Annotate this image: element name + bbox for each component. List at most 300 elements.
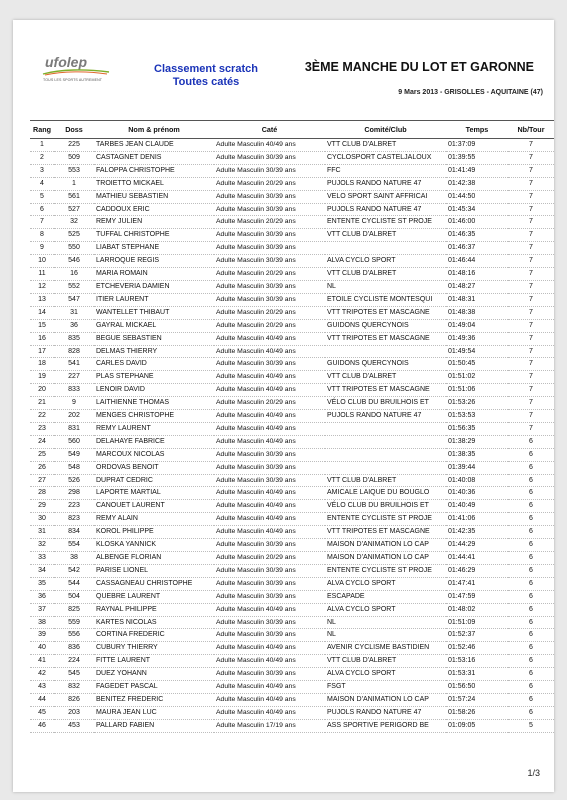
cell-doss: 553 <box>54 164 94 177</box>
cell-time: 01:47:41 <box>446 577 508 590</box>
cell-category: Adulte Masculin 30/39 ans <box>214 242 325 255</box>
table-row <box>30 461 554 474</box>
cell-category: Adulte Masculin 30/39 ans <box>214 448 325 461</box>
cell-category: Adulte Masculin 40/49 ans <box>214 706 325 719</box>
cell-time: 01:47:59 <box>446 590 508 603</box>
cell-category: Adulte Masculin 30/39 ans <box>214 668 325 681</box>
cell-time: 01:46:35 <box>446 229 508 242</box>
cell-laps: 6 <box>508 539 554 552</box>
cell-name: QUEBRE LAURENT <box>94 590 214 603</box>
table-row <box>30 526 554 539</box>
column-header-club: Comité/Club <box>325 121 446 139</box>
cell-club: NL <box>325 280 446 293</box>
table-row <box>30 668 554 681</box>
table-row <box>30 474 554 487</box>
cell-name: CUBURY THIERRY <box>94 642 214 655</box>
cell-rang: 39 <box>30 629 54 642</box>
cell-category: Adulte Masculin 40/49 ans <box>214 513 325 526</box>
cell-name: CORTINA FREDERIC <box>94 629 214 642</box>
cell-rang: 41 <box>30 655 54 668</box>
cell-time: 01:56:35 <box>446 422 508 435</box>
cell-laps: 7 <box>508 229 554 242</box>
cell-name: CANOUET LAURENT <box>94 500 214 513</box>
cell-rang: 28 <box>30 487 54 500</box>
cell-time: 01:44:50 <box>446 190 508 203</box>
cell-category: Adulte Masculin 20/29 ans <box>214 552 325 565</box>
cell-laps: 6 <box>508 590 554 603</box>
cell-rang: 27 <box>30 474 54 487</box>
cell-category: Adulte Masculin 20/29 ans <box>214 319 325 332</box>
cell-category: Adulte Masculin 30/39 ans <box>214 539 325 552</box>
cell-laps: 6 <box>508 513 554 526</box>
cell-time: 01:53:53 <box>446 410 508 423</box>
cell-category: Adulte Masculin 30/39 ans <box>214 203 325 216</box>
cell-name: KLOSKA YANNICK <box>94 539 214 552</box>
cell-time: 01:56:50 <box>446 681 508 694</box>
cell-name: MARCOUX NICOLAS <box>94 448 214 461</box>
table-row <box>30 603 554 616</box>
cell-category: Adulte Masculin 30/39 ans <box>214 151 325 164</box>
cell-rang: 25 <box>30 448 54 461</box>
cell-name: FAGEDET PASCAL <box>94 681 214 694</box>
cell-time: 01:48:27 <box>446 280 508 293</box>
cell-category: Adulte Masculin 40/49 ans <box>214 603 325 616</box>
cell-laps: 6 <box>508 681 554 694</box>
table-row <box>30 371 554 384</box>
cell-laps: 6 <box>508 706 554 719</box>
cell-category: Adulte Masculin 40/49 ans <box>214 139 325 152</box>
cell-club: VTT TRIPOTES ET MASCAGNE <box>325 384 446 397</box>
cell-doss: 549 <box>54 448 94 461</box>
cell-rang: 10 <box>30 255 54 268</box>
cell-rang: 44 <box>30 693 54 706</box>
cell-club: AVENIR CYCLISME BASTIDIEN <box>325 642 446 655</box>
cell-name: CADDOUX ERIC <box>94 203 214 216</box>
cell-rang: 38 <box>30 616 54 629</box>
cell-club: VTT CLUB D'ALBRET <box>325 474 446 487</box>
cell-club: GUIDONS QUERCYNOIS <box>325 319 446 332</box>
cell-rang: 13 <box>30 293 54 306</box>
cell-laps: 7 <box>508 345 554 358</box>
cell-doss: 223 <box>54 500 94 513</box>
cell-laps: 7 <box>508 177 554 190</box>
cell-name: GAYRAL MICKAEL <box>94 319 214 332</box>
cell-rang: 3 <box>30 164 54 177</box>
cell-club: VTT TRIPOTES ET MASCAGNE <box>325 306 446 319</box>
cell-laps: 6 <box>508 629 554 642</box>
cell-laps: 5 <box>508 719 554 732</box>
cell-laps: 7 <box>508 164 554 177</box>
cell-club: ALVA CYCLO SPORT <box>325 577 446 590</box>
table-row <box>30 268 554 281</box>
cell-club <box>325 435 446 448</box>
cell-laps: 7 <box>508 151 554 164</box>
cell-club: ALVA CYCLO SPORT <box>325 255 446 268</box>
cell-name: MARIA ROMAIN <box>94 268 214 281</box>
cell-rang: 35 <box>30 577 54 590</box>
cell-club: ASS SPORTIVE PERIGORD BE <box>325 719 446 732</box>
cell-category: Adulte Masculin 40/49 ans <box>214 642 325 655</box>
cell-laps: 6 <box>508 693 554 706</box>
cell-club: MAISON D'ANIMATION LO CAP <box>325 693 446 706</box>
cell-doss: 554 <box>54 539 94 552</box>
cell-doss: 38 <box>54 552 94 565</box>
cell-name: ETCHEVERIA DAMIEN <box>94 280 214 293</box>
cell-rang: 45 <box>30 706 54 719</box>
cell-laps: 7 <box>508 203 554 216</box>
cell-time: 01:09:05 <box>446 719 508 732</box>
cell-laps: 6 <box>508 564 554 577</box>
cell-doss: 227 <box>54 371 94 384</box>
cell-time: 01:39:44 <box>446 461 508 474</box>
cell-laps: 6 <box>508 500 554 513</box>
table-row <box>30 422 554 435</box>
cell-doss: 560 <box>54 435 94 448</box>
table-row <box>30 435 554 448</box>
cell-doss: 561 <box>54 190 94 203</box>
cell-time: 01:40:49 <box>446 500 508 513</box>
cell-laps: 6 <box>508 448 554 461</box>
cell-laps: 7 <box>508 384 554 397</box>
cell-rang: 31 <box>30 526 54 539</box>
table-row <box>30 655 554 668</box>
cell-club: AMICALE LAIQUE DU BOUGLO <box>325 487 446 500</box>
cell-name: LIABAT STEPHANE <box>94 242 214 255</box>
cell-time: 01:44:41 <box>446 552 508 565</box>
table-row <box>30 345 554 358</box>
cell-category: Adulte Masculin 30/39 ans <box>214 190 325 203</box>
cell-name: LENOIR DAVID <box>94 384 214 397</box>
cell-name: FITTE LAURENT <box>94 655 214 668</box>
cell-rang: 15 <box>30 319 54 332</box>
cell-rang: 4 <box>30 177 54 190</box>
cell-time: 01:52:46 <box>446 642 508 655</box>
cell-name: RAYNAL PHILIPPE <box>94 603 214 616</box>
cell-category: Adulte Masculin 30/39 ans <box>214 164 325 177</box>
cell-rang: 7 <box>30 216 54 229</box>
cell-category: Adulte Masculin 30/39 ans <box>214 564 325 577</box>
cell-doss: 550 <box>54 242 94 255</box>
table-row <box>30 255 554 268</box>
cell-category: Adulte Masculin 30/39 ans <box>214 358 325 371</box>
cell-doss: 525 <box>54 229 94 242</box>
cell-category: Adulte Masculin 40/49 ans <box>214 410 325 423</box>
cell-name: BENITEZ FREDERIC <box>94 693 214 706</box>
cell-category: Adulte Masculin 30/39 ans <box>214 255 325 268</box>
cell-laps: 6 <box>508 461 554 474</box>
ranking-type-title: Classement scratch <box>154 63 258 75</box>
cell-doss: 526 <box>54 474 94 487</box>
cell-doss: 541 <box>54 358 94 371</box>
cell-doss: 225 <box>54 139 94 152</box>
cell-category: Adulte Masculin 40/49 ans <box>214 345 325 358</box>
table-row <box>30 358 554 371</box>
table-row <box>30 513 554 526</box>
cell-laps: 7 <box>508 306 554 319</box>
cell-category: Adulte Masculin 30/39 ans <box>214 280 325 293</box>
cell-time: 01:49:04 <box>446 319 508 332</box>
cell-name: ITIER LAURENT <box>94 293 214 306</box>
cell-category: Adulte Masculin 20/29 ans <box>214 216 325 229</box>
cell-category: Adulte Masculin 30/39 ans <box>214 229 325 242</box>
cell-club: NL <box>325 616 446 629</box>
header-row <box>30 121 554 139</box>
cell-time: 01:41:06 <box>446 513 508 526</box>
cell-category: Adulte Masculin 40/49 ans <box>214 681 325 694</box>
cell-laps: 7 <box>508 139 554 152</box>
cell-laps: 6 <box>508 642 554 655</box>
cell-time: 01:46:00 <box>446 216 508 229</box>
cell-name: TUFFAL CHRISTOPHE <box>94 229 214 242</box>
cell-doss: 836 <box>54 642 94 655</box>
cell-doss: 202 <box>54 410 94 423</box>
cell-doss: 224 <box>54 655 94 668</box>
cell-rang: 16 <box>30 332 54 345</box>
cell-doss: 509 <box>54 151 94 164</box>
cell-laps: 7 <box>508 293 554 306</box>
cell-name: CASSAGNEAU CHRISTOPHE <box>94 577 214 590</box>
cell-rang: 19 <box>30 371 54 384</box>
cell-category: Adulte Masculin 30/39 ans <box>214 590 325 603</box>
table-row <box>30 410 554 423</box>
cell-time: 01:46:37 <box>446 242 508 255</box>
cell-doss: 825 <box>54 603 94 616</box>
cell-name: REMY JULIEN <box>94 216 214 229</box>
cell-laps: 7 <box>508 242 554 255</box>
cell-name: BEGUE SEBASTIEN <box>94 332 214 345</box>
cell-rang: 46 <box>30 719 54 732</box>
cell-rang: 32 <box>30 539 54 552</box>
cell-rang: 29 <box>30 500 54 513</box>
cell-name: REMY LAURENT <box>94 422 214 435</box>
cell-time: 01:48:02 <box>446 603 508 616</box>
cell-category: Adulte Masculin 40/49 ans <box>214 487 325 500</box>
cell-doss: 542 <box>54 564 94 577</box>
table-row <box>30 139 554 152</box>
cell-name: FALOPPA CHRISTOPHE <box>94 164 214 177</box>
cell-time: 01:48:16 <box>446 268 508 281</box>
table-row <box>30 616 554 629</box>
cell-laps: 6 <box>508 474 554 487</box>
column-header-time: Temps <box>446 121 508 139</box>
cell-laps: 7 <box>508 255 554 268</box>
cell-time: 01:58:26 <box>446 706 508 719</box>
cell-club: VELO SPORT SAINT AFFRICAI <box>325 190 446 203</box>
cell-doss: 298 <box>54 487 94 500</box>
cell-time: 01:52:37 <box>446 629 508 642</box>
table-row <box>30 151 554 164</box>
column-header-rang: Rang <box>30 121 54 139</box>
cell-category: Adulte Masculin 30/39 ans <box>214 577 325 590</box>
cell-name: LAITHIENNE THOMAS <box>94 397 214 410</box>
column-header-name: Nom & prénom <box>94 121 214 139</box>
table-row <box>30 332 554 345</box>
cell-time: 01:42:35 <box>446 526 508 539</box>
cell-time: 01:42:38 <box>446 177 508 190</box>
table-row <box>30 216 554 229</box>
cell-time: 01:38:29 <box>446 435 508 448</box>
cell-name: CARLES DAVID <box>94 358 214 371</box>
cell-category: Adulte Masculin 40/49 ans <box>214 693 325 706</box>
cell-club: FFC <box>325 164 446 177</box>
cell-club: MAISON D'ANIMATION LO CAP <box>325 552 446 565</box>
cell-rang: 34 <box>30 564 54 577</box>
cell-category: Adulte Masculin 40/49 ans <box>214 435 325 448</box>
table-row <box>30 164 554 177</box>
cell-category: Adulte Masculin 40/49 ans <box>214 384 325 397</box>
cell-laps: 7 <box>508 280 554 293</box>
cell-time: 01:51:06 <box>446 384 508 397</box>
cell-time: 01:46:44 <box>446 255 508 268</box>
cell-doss: 546 <box>54 255 94 268</box>
cell-category: Adulte Masculin 20/29 ans <box>214 306 325 319</box>
cell-doss: 1 <box>54 177 94 190</box>
cell-doss: 559 <box>54 616 94 629</box>
table-row <box>30 229 554 242</box>
cell-category: Adulte Masculin 30/39 ans <box>214 616 325 629</box>
cell-doss: 36 <box>54 319 94 332</box>
table-row <box>30 397 554 410</box>
cell-club: VTT CLUB D'ALBRET <box>325 229 446 242</box>
table-row <box>30 203 554 216</box>
cell-time: 01:38:35 <box>446 448 508 461</box>
table-row <box>30 719 554 732</box>
cell-club: PUJOLS RANDO NATURE 47 <box>325 177 446 190</box>
cell-laps: 7 <box>508 410 554 423</box>
cell-name: MATHIEU SEBASTIEN <box>94 190 214 203</box>
cell-rang: 37 <box>30 603 54 616</box>
cell-doss: 828 <box>54 345 94 358</box>
cell-club: PUJOLS RANDO NATURE 47 <box>325 706 446 719</box>
cell-club: ESCAPADE <box>325 590 446 603</box>
cell-rang: 40 <box>30 642 54 655</box>
table-row <box>30 681 554 694</box>
cell-name: DELAHAYE FABRICE <box>94 435 214 448</box>
cell-laps: 7 <box>508 268 554 281</box>
cell-doss: 831 <box>54 422 94 435</box>
cell-club: VTT CLUB D'ALBRET <box>325 139 446 152</box>
cell-club <box>325 448 446 461</box>
cell-time: 01:57:24 <box>446 693 508 706</box>
cell-time: 01:37:09 <box>446 139 508 152</box>
cell-club: VTT CLUB D'ALBRET <box>325 371 446 384</box>
cell-doss: 527 <box>54 203 94 216</box>
cell-name: MENGES CHRISTOPHE <box>94 410 214 423</box>
table-row <box>30 448 554 461</box>
column-header-doss: Doss <box>54 121 94 139</box>
cell-rang: 5 <box>30 190 54 203</box>
cell-rang: 43 <box>30 681 54 694</box>
cell-name: CASTAGNET DENIS <box>94 151 214 164</box>
cell-name: MAURA JEAN LUC <box>94 706 214 719</box>
cell-laps: 7 <box>508 319 554 332</box>
cell-club: NL <box>325 629 446 642</box>
cell-doss: 16 <box>54 268 94 281</box>
table-row <box>30 693 554 706</box>
cell-name: ORDOVAS BENOIT <box>94 461 214 474</box>
event-date-location: 9 Mars 2013 - GRISOLLES - AQUITAINE (47) <box>398 89 543 96</box>
cell-rang: 20 <box>30 384 54 397</box>
logo-swoosh-icon <box>41 68 111 76</box>
cell-club: ETOILE CYCLISTE MONTESQUI <box>325 293 446 306</box>
cell-rang: 9 <box>30 242 54 255</box>
table-row <box>30 487 554 500</box>
cell-doss: 32 <box>54 216 94 229</box>
cell-doss: 545 <box>54 668 94 681</box>
cell-laps: 7 <box>508 371 554 384</box>
cell-time: 01:39:55 <box>446 151 508 164</box>
cell-doss: 544 <box>54 577 94 590</box>
cell-club <box>325 422 446 435</box>
cell-time: 01:53:31 <box>446 668 508 681</box>
cell-time: 01:41:49 <box>446 164 508 177</box>
cell-club: PUJOLS RANDO NATURE 47 <box>325 410 446 423</box>
table-row <box>30 564 554 577</box>
cell-laps: 6 <box>508 616 554 629</box>
cell-name: LARROQUE REGIS <box>94 255 214 268</box>
cell-time: 01:46:29 <box>446 564 508 577</box>
cell-time: 01:51:02 <box>446 371 508 384</box>
cell-laps: 7 <box>508 422 554 435</box>
cell-time: 01:49:36 <box>446 332 508 345</box>
cell-category: Adulte Masculin 20/29 ans <box>214 397 325 410</box>
cell-doss: 835 <box>54 332 94 345</box>
table-row <box>30 500 554 513</box>
cell-laps: 6 <box>508 526 554 539</box>
cell-rang: 12 <box>30 280 54 293</box>
table-row <box>30 642 554 655</box>
cell-name: PLAS STEPHANE <box>94 371 214 384</box>
cell-time: 01:44:29 <box>446 539 508 552</box>
cell-doss: 826 <box>54 693 94 706</box>
cell-club: VÉLO CLUB DU BRUILHOIS ET <box>325 397 446 410</box>
table-row <box>30 552 554 565</box>
column-header-laps: Nb/Tour <box>508 121 554 139</box>
table-row <box>30 590 554 603</box>
cell-rang: 11 <box>30 268 54 281</box>
cell-doss: 9 <box>54 397 94 410</box>
cell-name: DELMAS THIERRY <box>94 345 214 358</box>
cell-category: Adulte Masculin 40/49 ans <box>214 500 325 513</box>
cell-rang: 23 <box>30 422 54 435</box>
cell-laps: 6 <box>508 603 554 616</box>
cell-doss: 203 <box>54 706 94 719</box>
cell-name: LAPORTE MARTIAL <box>94 487 214 500</box>
cell-category: Adulte Masculin 20/29 ans <box>214 177 325 190</box>
cell-laps: 6 <box>508 655 554 668</box>
table-row <box>30 293 554 306</box>
ufolep-logo <box>41 54 113 94</box>
cell-club: CYCLOSPORT CASTELJALOUX <box>325 151 446 164</box>
cell-club: VTT TRIPOTES ET MASCAGNE <box>325 526 446 539</box>
cell-laps: 6 <box>508 435 554 448</box>
cell-name: DUEZ YOHANN <box>94 668 214 681</box>
cell-club <box>325 461 446 474</box>
cell-club: ENTENTE CYCLISTE ST PROJE <box>325 513 446 526</box>
cell-doss: 547 <box>54 293 94 306</box>
cell-laps: 7 <box>508 216 554 229</box>
cell-laps: 7 <box>508 332 554 345</box>
cell-rang: 8 <box>30 229 54 242</box>
results-page <box>13 20 554 792</box>
cell-name: DUPRAT CEDRIC <box>94 474 214 487</box>
cell-club <box>325 242 446 255</box>
cell-category: Adulte Masculin 40/49 ans <box>214 526 325 539</box>
cell-club: VÉLO CLUB DU BRUILHOIS ET <box>325 500 446 513</box>
cell-name: TARBES JEAN CLAUDE <box>94 139 214 152</box>
cell-club: VTT TRIPOTES ET MASCAGNE <box>325 332 446 345</box>
cell-club: ENTENTE CYCLISTE ST PROJE <box>325 564 446 577</box>
